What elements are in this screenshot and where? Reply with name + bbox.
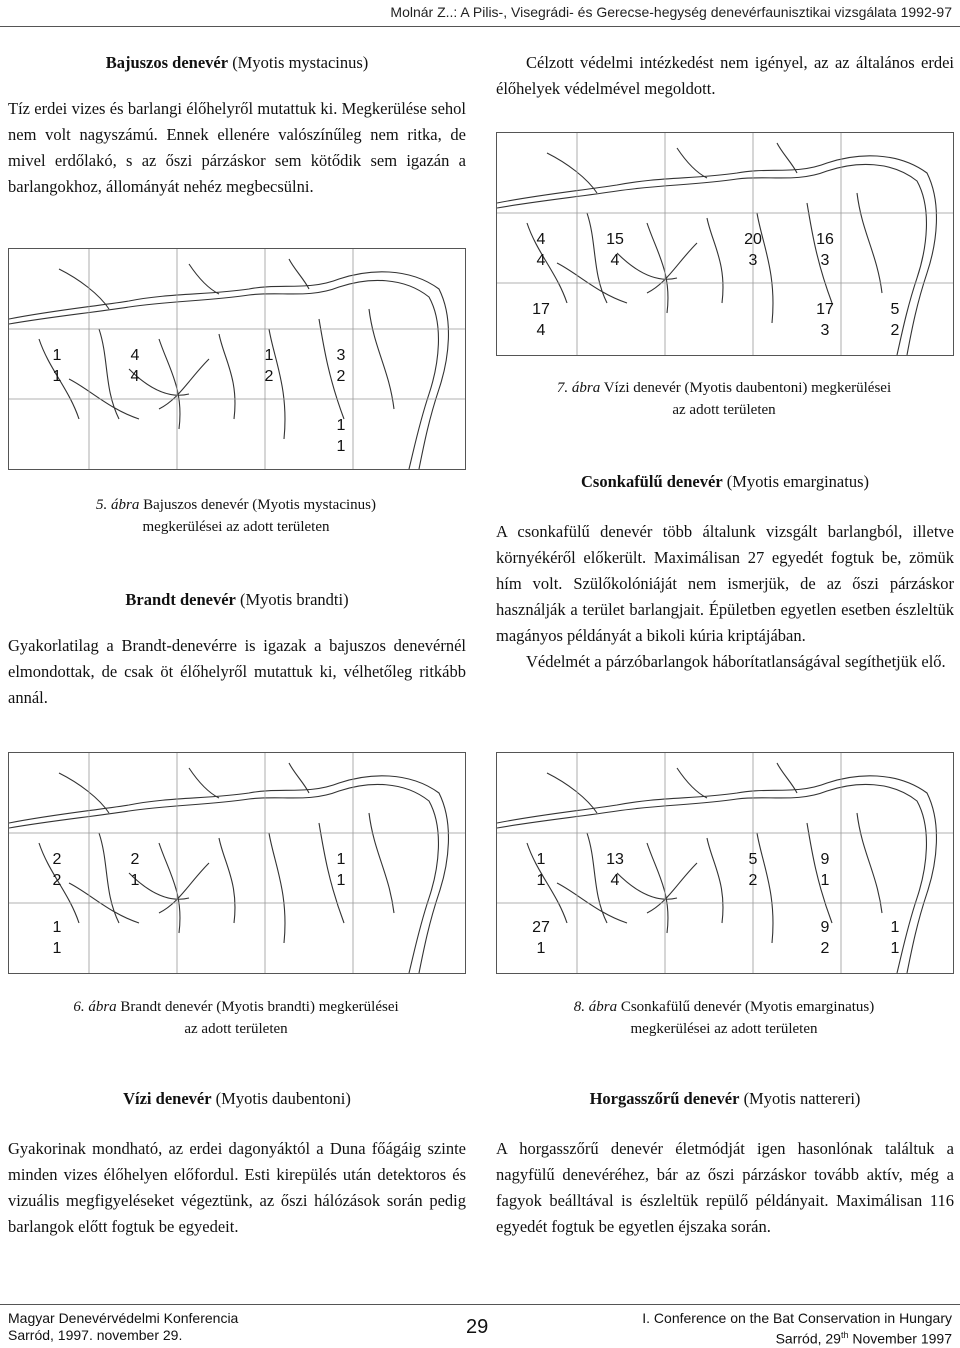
caption-line2: az adott területen: [672, 402, 776, 418]
title-latin: (Myotis brandti): [239, 590, 349, 609]
map-cell: 1 1: [336, 851, 346, 889]
paragraph-horgassz: A horgasszőrű denevér életmódját igen hasonlónak találtuk a nagyfülű denevéréhez, bár az őszi párzáskor tovább aktív, még a fagyok beálltával is észleltük repülő példányait. Maximálisan 116 egyedét fogtuk be egyetlen éjszaka során.: [496, 1139, 954, 1236]
map-figure-8: [496, 752, 954, 974]
map-cell: 17 4: [532, 301, 550, 339]
map-cell: 9 1: [820, 851, 830, 889]
figure-number: 8. ábra: [573, 999, 618, 1015]
page-number: 29: [466, 1316, 489, 1338]
map-cell: 15 4: [606, 231, 624, 269]
map-cell: 4 4: [130, 347, 140, 385]
caption-line1: Brandt denevér (Myotis brandti) megkerülései: [120, 999, 399, 1015]
footer-left-line1: Magyar Denevérvédelmi Konferencia: [8, 1310, 239, 1326]
map-cell: 27 1: [532, 919, 550, 957]
map-cell: 5 2: [748, 851, 758, 889]
title-bold: Brandt denevér: [125, 590, 236, 609]
paragraph-vizi: Gyakorinak mondható, az erdei dagonyáktól a Duna főágáig szinte minden vizes élőhelyen előfordul. Esti kirepülés után detektoros és vizuális megfigyeléseket végeztünk, az őszi hálózások során pedig barlangok előtt fogtuk be egyedeit.: [8, 1139, 466, 1236]
title-bold: Vízi denevér: [123, 1089, 212, 1108]
section-title-horgassz: [496, 1086, 954, 1112]
section-title-vizi: [8, 1086, 466, 1112]
section-title-bajuszos: [8, 50, 466, 76]
footer-left-line2: Sarród, 1997. november 29.: [8, 1327, 183, 1343]
section-horgassz: [496, 1086, 954, 1240]
title-latin: (Myotis daubentoni): [215, 1089, 351, 1108]
section-bajuszos: [8, 50, 466, 200]
map-cell: 5 2: [890, 301, 900, 339]
caption-line2: az adott területen: [184, 1021, 288, 1037]
map-figure-7: [496, 132, 954, 356]
footer-rule: [0, 1304, 960, 1305]
footer-right-line2: Sarród, 29th November 1997: [775, 1330, 952, 1347]
map-cell: 2 2: [52, 851, 62, 889]
caption-figure-6: [8, 996, 464, 1040]
figure-number: 6. ábra: [73, 999, 117, 1015]
caption-line1: Bajuszos denevér (Myotis mystacinus): [143, 497, 376, 513]
map-figure-5: [8, 248, 466, 470]
section-title-csonkafulu: [496, 469, 954, 495]
footer-right-line1: I. Conference on the Bat Conservation in Hungary: [642, 1310, 952, 1326]
footer-right: [642, 1310, 952, 1348]
running-header: Molnár Z..: A Pilis-, Visegrádi- és Gerecse-hegység denevérfaunisztikai vizsgálata 1992-97: [390, 4, 952, 20]
figure-number: 5. ábra: [96, 497, 140, 513]
map-cell: 2 1: [130, 851, 140, 889]
map-cell: 1 2: [264, 347, 274, 385]
map-cell: 1 1: [890, 919, 900, 957]
title-latin: (Myotis nattereri): [743, 1089, 861, 1108]
paragraph-brandt: Gyakorlatilag a Brandt-denevérre is igazak a bajuszos denevérnél elmondottak, de csak öt élőhelyről mutattuk ki, vélhetőleg ritkább annál.: [8, 636, 466, 707]
paragraph-csonkafulu-2: Védelmét a párzóbarlangok háborítatlanságával segíthetjük elő.: [526, 652, 946, 671]
paragraph-bajuszos: Tíz erdei vizes és barlangi élőhelyről mutattuk ki. Megkerülése sehol nem volt nagyszámú. Ennek ellenére valószínűleg nem ritka, de mivel erdőlakó, s az őszi párzáskor sem kötődik sem igazán a barlangokhoz, állományát nehéz megbecsülni.: [8, 99, 466, 196]
map-cell: 9 2: [820, 919, 830, 957]
caption-line1: Csonkafülű denevér (Myotis emarginatus): [620, 999, 875, 1015]
title-bold: Csonkafülű denevér: [581, 472, 723, 491]
header-rule: [0, 26, 960, 27]
section-csonkafulu: [496, 469, 954, 675]
caption-figure-8: [496, 996, 952, 1040]
caption-line2: megkerülései az adott területen: [142, 519, 330, 535]
map-cell: 20 3: [744, 231, 762, 269]
caption-figure-5: [8, 494, 464, 538]
section-vizi: [8, 1086, 466, 1240]
paragraph-csonkafulu-1: A csonkafülű denevér több általunk vizsgált barlangból, illetve környékéről előkerült. Maximálisan 27 egyedét fogtuk be, zömük hím volt. Szülőkolóniáját nem ismerjük, de az őszi párzáskor használják a terület barlangjait. Épületben egyetlen esetben észleltük magányos példányát a bikoli kúria kriptájában.: [496, 522, 954, 645]
map-drawing: [9, 249, 465, 469]
map-cell: 1 1: [536, 851, 546, 889]
map-figure-6: [8, 752, 466, 974]
map-cell: 1 1: [52, 347, 62, 385]
map-cell: 1 1: [52, 919, 62, 957]
map-cell: 13 4: [606, 851, 624, 889]
caption-figure-7: [496, 377, 952, 421]
figure-number: 7. ábra: [556, 380, 601, 396]
map-cell: 4 4: [536, 231, 546, 269]
title-latin: (Myotis emarginatus): [726, 472, 869, 491]
map-cell: 16 3: [816, 231, 834, 269]
footer-left: [8, 1310, 238, 1344]
section-title-brandt: [8, 587, 466, 613]
map-cell: 1 1: [336, 417, 346, 455]
caption-line1: Vízi denevér (Myotis daubentoni) megkerülései: [603, 380, 892, 396]
title-latin: (Myotis mystacinus): [232, 53, 369, 72]
map-cell: 17 3: [816, 301, 834, 339]
caption-line2: megkerülései az adott területen: [630, 1021, 818, 1037]
section-brandt: [8, 587, 466, 711]
map-drawing: [9, 753, 465, 973]
section-vizi-continued: [496, 50, 954, 102]
title-bold: Horgasszőrű denevér: [589, 1089, 740, 1108]
paragraph-vizi-continued: Célzott védelmi intézkedést nem igényel, az az általános erdei élőhelyek védelmével megoldott.: [496, 53, 954, 98]
title-bold: Bajuszos denevér: [105, 53, 229, 72]
map-cell: 3 2: [336, 347, 346, 385]
